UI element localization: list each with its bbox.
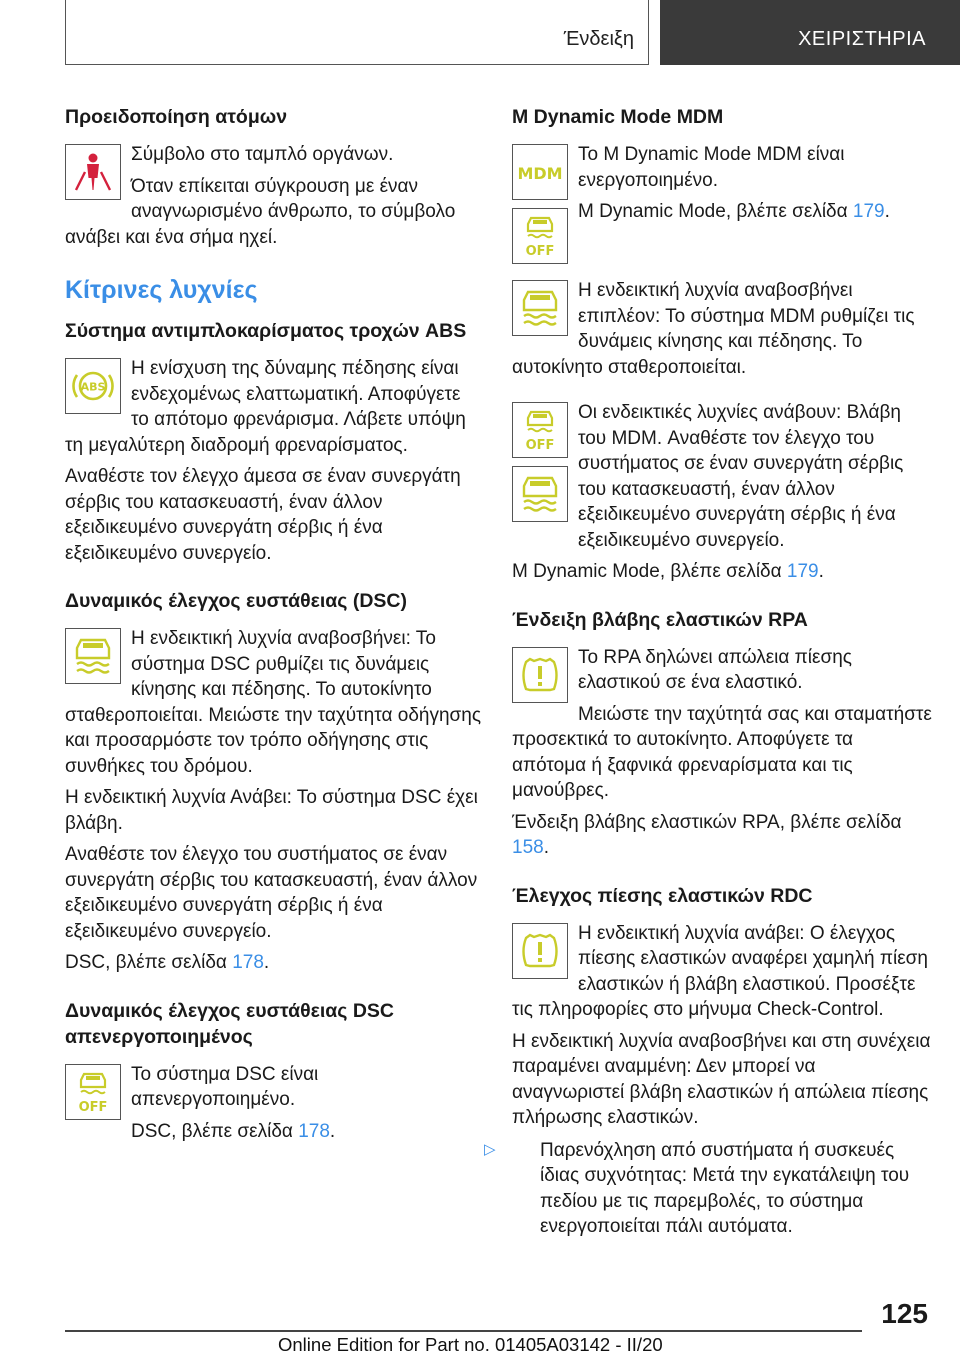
dsc-car-skid-icon-mdm-2 bbox=[512, 466, 568, 522]
dsc-off-block bbox=[65, 1062, 481, 1145]
mdm-ref1-text: M Dynamic Mode, βλέπε σελίδα bbox=[578, 201, 848, 222]
mdm-reference-1: M Dynamic Mode, βλέπε σελίδα 179. bbox=[578, 201, 890, 222]
mdm-reference-2: M Dynamic Mode, βλέπε σελίδα 179. bbox=[512, 561, 824, 582]
dsc-off-icon-mdm-2 bbox=[512, 402, 568, 458]
rpa-text-1: Το RPA δηλώνει απώλεια πίεσης ελαστικού σε ένα ελαστικό. bbox=[578, 646, 852, 693]
dsc-title: Δυναμικός έλεγχος ευστάθειας (DSC) bbox=[65, 590, 407, 612]
dsc-text-3: Αναθέστε τον έλεγχο του συστήματος σε έναν συνεργάτη σέρβις του κατασκευαστή, έναν άλλον εξειδικευμένο συνεργάτη σέρβις ή ένα εξειδικευμένο συνεργείο. bbox=[65, 844, 478, 942]
person-warning-text-2: Όταν επίκειται σύγκρουση με έναν αναγνωρισμένο άνθρωπο, το σύμβολο ανάβει και ένα σήμα ηχεί. bbox=[65, 175, 456, 248]
yellow-lamps-heading: Κίτρινες λυχνίες bbox=[65, 276, 258, 304]
dsc-off-icon bbox=[65, 1064, 121, 1120]
rdc-block bbox=[484, 921, 932, 1240]
dsc-off-reference: DSC, βλέπε σελίδα 178. bbox=[131, 1120, 336, 1142]
dsc-ref-text: DSC, βλέπε σελίδα bbox=[65, 952, 227, 973]
dsc-car-skid-icon-mdm bbox=[512, 280, 568, 336]
abs-block bbox=[65, 356, 481, 566]
rdc-text-2: Η ενδεικτική λυχνία αναβοσβήνει και στη συνέχεια παραμένει αναμμένη: Δεν μπορεί να αναγνωριστεί βλάβη ελαστικών ή απώλεια πίεσης πλήρωσης ελαστικών. bbox=[512, 1030, 931, 1128]
rpa-title: Ένδειξη βλάβης ελαστικών RPA bbox=[512, 608, 808, 631]
mdm-block-3 bbox=[512, 400, 932, 585]
left-column bbox=[65, 104, 481, 1144]
mdm-block-1 bbox=[512, 142, 932, 272]
abs-text-1: Η ενίσχυση της δύναμης πέδησης είναι ενδεχομένως ελαττωματική. Αποφύγετε το απότομο φρενάρισμα. Λάβετε υπόψη τη μεγαλύτερη διαδρομή φρεναρίσματος. bbox=[65, 358, 466, 456]
header-section-tab bbox=[65, 0, 649, 65]
dsc-off-page-link[interactable]: 178 bbox=[298, 1120, 330, 1142]
mdm-ref2-text: M Dynamic Mode, βλέπε σελίδα bbox=[512, 561, 782, 582]
rpa-block bbox=[512, 645, 932, 861]
dsc-off-text-1: Το σύστημα DSC είναι απενεργοποιημένο. bbox=[131, 1063, 319, 1110]
triangle-bullet-icon: ▷ bbox=[484, 1140, 496, 1158]
dsc-off-icon-mdm-2-text: OFF bbox=[525, 438, 555, 452]
rdc-bullet bbox=[484, 1137, 932, 1240]
header-section-label: Ένδειξη bbox=[563, 28, 634, 50]
dsc-page-link[interactable]: 178 bbox=[232, 952, 264, 973]
tire-pressure-icon-rdc bbox=[512, 923, 568, 979]
mdm-text-3: Οι ενδεικτικές λυχνίες ανάβουν: Βλάβη του MDM. Αναθέστε τον έλεγχο του συστήματος σε έναν συνεργάτη σέρβις του κατασκευαστή, έναν άλλον εξειδικευμένο συνεργάτη σέρβις ή ένα εξειδικευμένο συνεργείο. bbox=[578, 402, 904, 551]
dsc-off-title: Δυναμικός έλεγχος ευστάθειας DSC απενεργοποιημένος bbox=[65, 999, 394, 1048]
rdc-text-1: Η ενδεικτική λυχνία ανάβει: Ο έλεγχος πίεσης ελαστικών αναφέρει χαμηλή πίεση ελαστικών ή βλάβη ελαστικού. Προσέξτε τις πληροφορίες στο μήνυμα Check-Control. bbox=[512, 922, 928, 1020]
mdm-text-1: Το M Dynamic Mode MDM είναι ενεργοποιημένο. bbox=[578, 144, 845, 191]
abs-icon-text: ABS bbox=[80, 380, 106, 394]
dsc-car-skid-icon bbox=[65, 628, 121, 684]
footer-edition: Online Edition for Part no. 01405A03142 - II/20 bbox=[278, 1334, 663, 1355]
rpa-page-link[interactable]: 158 bbox=[512, 837, 544, 858]
rpa-ref-text: Ένδειξη βλάβης ελαστικών RPA, βλέπε σελίδα bbox=[512, 811, 902, 833]
abs-text-2: Αναθέστε τον έλεγχο άμεσα σε έναν συνεργάτη σέρβις του κατασκευαστή, έναν άλλον εξειδικευμένο συνεργάτη σέρβις ή ένα εξειδικευμένο συνεργείο. bbox=[65, 466, 461, 564]
person-warning-block bbox=[65, 142, 481, 250]
right-column bbox=[484, 104, 932, 1240]
person-warning-text-1: Σύμβολο στο ταμπλό οργάνων. bbox=[131, 144, 394, 165]
header-chapter-label: ΧΕΙΡΙΣΤΗΡΙΑ bbox=[798, 28, 926, 50]
person-warning-title: Προειδοποίηση ατόμων bbox=[65, 106, 288, 128]
dsc-off-icon-mdm-text: OFF bbox=[525, 244, 555, 258]
abs-title: Σύστημα αντιμπλοκαρίσματος τροχών ABS bbox=[65, 320, 467, 342]
mdm-page-link-1[interactable]: 179 bbox=[852, 201, 885, 222]
mdm-text-2: Η ενδεικτική λυχνία αναβοσβήνει επιπλέον: Το σύστημα MDM ρυθμίζει τις δυνάμεις κίνησης και πέδησης. Το αυτοκίνητο σταθεροποιείται. bbox=[512, 280, 915, 378]
mdm-block-2 bbox=[512, 278, 932, 380]
header-chapter-tab bbox=[660, 0, 960, 65]
rdc-title: Έλεγχος πίεσης ελαστικών RDC bbox=[512, 884, 813, 907]
page-number: 125 bbox=[881, 1298, 928, 1329]
dsc-text-2: Η ενδεικτική λυχνία Ανάβει: Το σύστημα DSC έχει βλάβη. bbox=[65, 787, 478, 834]
mdm-icon bbox=[512, 144, 568, 200]
dsc-text-1: Η ενδεικτική λυχνία αναβοσβήνει: Το σύστημα DSC ρυθμίζει τις δυνάμεις κίνησης και πέδησης. Το αυτοκίνητο σταθεροποιείται. Μειώστε την ταχύτητα οδήγησης και προσαρμόστε τον τρόπο οδήγησης στις συνθήκες του δρόμου. bbox=[65, 628, 481, 777]
rdc-bullet-text: Παρενόχληση από συστήματα ή συσκευές ίδιας συχνότητας: Μετά την εγκατάλειψη του πεδίου με τις παρεμβολές, το σύστημα ενεργοποιείται πάλι αυτόματα. bbox=[540, 1139, 910, 1237]
dsc-reference: DSC, βλέπε σελίδα 178. bbox=[65, 952, 270, 973]
dsc-off-icon-mdm bbox=[512, 208, 568, 264]
rpa-text-2: Μειώστε την ταχύτητά σας και σταματήστε προσεκτικά το αυτοκίνητο. Αποφύγετε τα απότομα ή ξαφνικά φρεναρίσματα και τις μανούβρες. bbox=[512, 703, 932, 801]
dsc-off-icon-text: OFF bbox=[78, 1099, 108, 1114]
mdm-icon-text: MDM bbox=[517, 164, 563, 183]
person-warning-icon bbox=[65, 144, 121, 200]
mdm-page-link-2[interactable]: 179 bbox=[786, 561, 819, 582]
tire-pressure-icon bbox=[512, 647, 568, 703]
mdm-title: M Dynamic Mode MDM bbox=[512, 106, 724, 128]
rpa-reference: Ένδειξη βλάβης ελαστικών RPA, βλέπε σελίδα 158. bbox=[512, 811, 902, 858]
dsc-off-ref-text: DSC, βλέπε σελίδα bbox=[131, 1120, 293, 1142]
footer-divider bbox=[65, 1330, 862, 1332]
abs-icon bbox=[65, 358, 121, 414]
dsc-block bbox=[65, 626, 481, 976]
